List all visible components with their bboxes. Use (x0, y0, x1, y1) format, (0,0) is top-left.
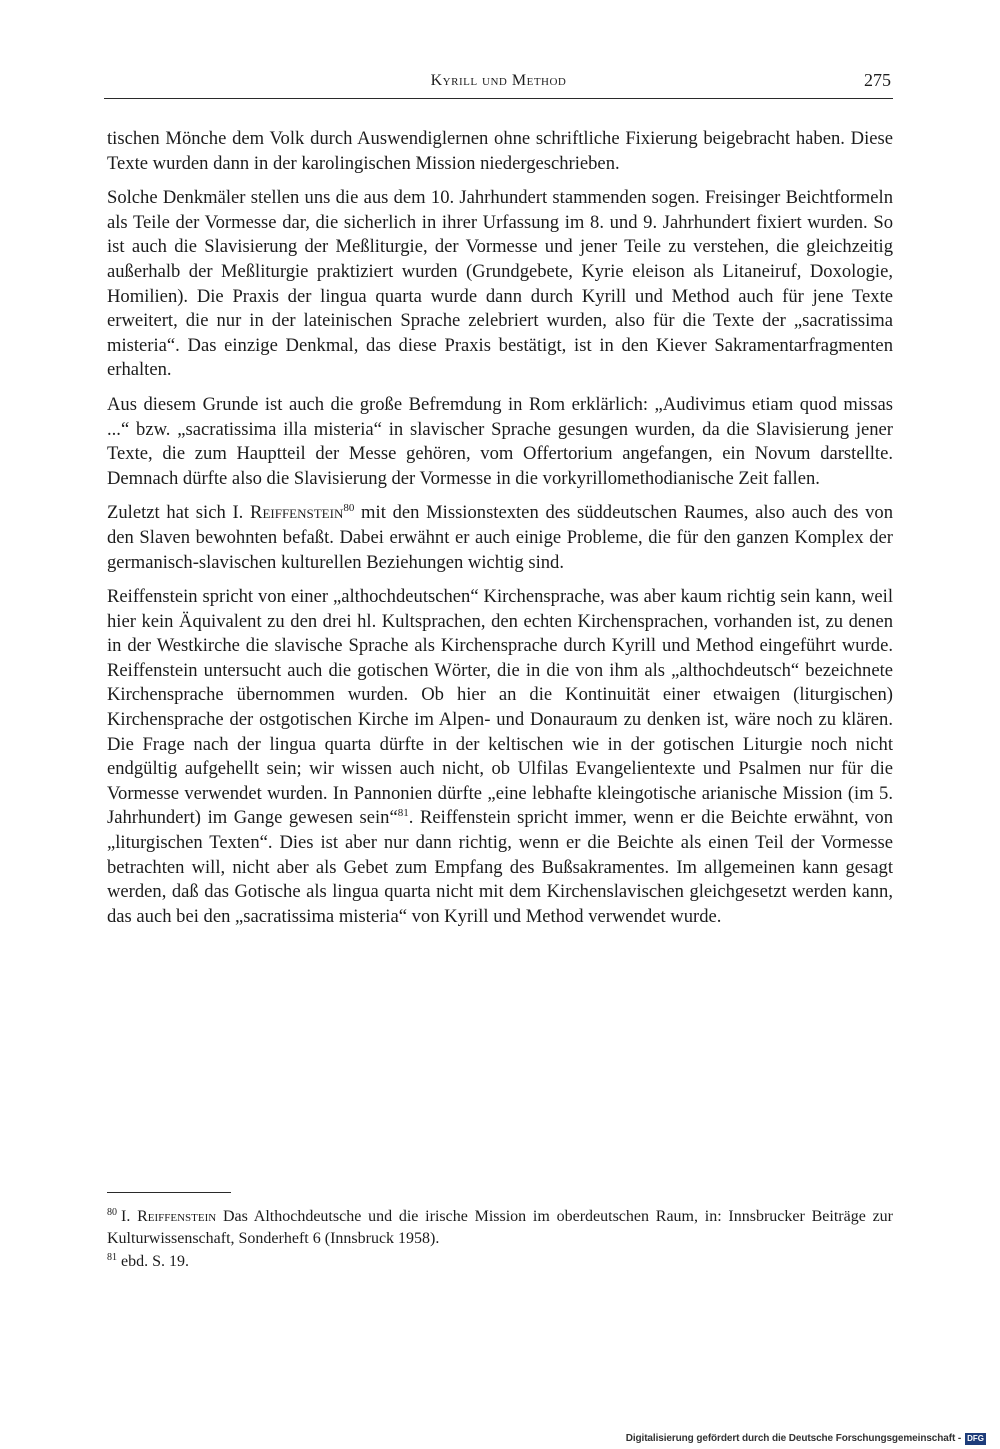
paragraph-3-text: Aus diesem Grunde ist auch die große Befremdung in Rom erklärlich: „Audivimus etiam quod missas ...“ bzw. „sacratissima illa misteria“ in slavischer Sprache gesungen wurden, da die Slavisierung jener Texte, die zum Hauptteil der Messe gehören, vom Offertorium angefangen, ein Novum darstellte. Demnach dürfte also die Slavisierung der Vormesse in die vorkyrillomethodianische Zeit fallen. (107, 393, 893, 489)
footnote-80-text-end: Das Althochdeutsche und die irische Mission im oberdeutschen Raum, in: Innsbrucker Beiträge zur Kulturwissenschaft, Sonderheft 6 (Innsbruck 1958). (107, 1208, 894, 1247)
footnote-80 (107, 1206, 893, 1249)
paragraph-4-text-end: mit den Missionstexten des süddeutschen Raumes, also auch des von den Slaven bewohnten befaßt. Dabei erwähnt er auch einige Probleme, die für den ganzen Komplex der germanisch-slavischen kulturellen Beziehungen wichtig sind. (107, 502, 894, 573)
paragraph-3 (107, 393, 893, 491)
footnote-ref-80[interactable]: 80 (343, 502, 355, 515)
footnote-divider (107, 1192, 231, 1193)
paragraph-1-text: tischen Mönche dem Volk durch Auswendiglernen ohne schriftliche Fixierung beigebracht haben. Diese Texte wurden dann in der karolingischen Mission niedergeschrieben. (107, 128, 893, 174)
footnote-81-text: ebd. S. 19. (121, 1253, 189, 1270)
footnotes (107, 1206, 893, 1275)
footnote-80-author: Reiffenstein (137, 1208, 217, 1225)
paragraph-5-text-start: Reiffenstein spricht von einer „althochdeutschen“ Kirchensprache, was aber kaum richtig sein kann, weil hier kein Äquivalent zu den drei hl. Kultsprachen, den echten Kirchensprachen, vorhanden ist, zu denen in der Westkirche die slavische Sprache als Kirchensprache durch Kyrill und Method eingeführt wurde. Reiffenstein untersucht auch die gotischen Wörter, die in die von ihm als „althochdeutsch“ bezeichnete Kirchensprache übernommen wurden. Ob hier an die Kontinuität einer etwaigen (liturgischen) Kirchensprache der ostgotischen Kirche im Alpen- und Donauraum zu denken ist, wäre noch zu klären. Die Frage nach der lingua quarta dürfte in der keltischen wie in der gotischen Liturgie noch nicht endgültig aufgehellt sein; wir wissen auch nicht, ob Ulfilas Evangelientexte und Psalmen nur für die Vormesse verwendet wurden. In Pannonien dürfte „eine lebhafte kleingotische arianische Mission (im 5. Jahrhundert) im Gange gewesen sein“ (107, 586, 893, 829)
footnote-81 (107, 1251, 893, 1273)
footnote-ref-81[interactable]: 81 (397, 807, 409, 820)
footnote-number: 81 (107, 1251, 117, 1263)
paragraph-4 (107, 501, 893, 575)
paragraph-5-text-end: . Reiffenstein spricht immer, wenn er die Beichte erwähnt, von „liturgischen Texten“. Dies ist aber nur dann richtig, wenn er die Beichte als einen Teil der Vormesse betrachten will, nicht aber als Gebet zum Empfang des Bußsakramentes. Im allgemeinen kann gesagt werden, daß das Gotische als lingua quarta nicht mit dem Kirchenslavischen gleichgesetzt werden kann, das auch bei den „sacratissima misteria“ von Kyrill und Method verwendet wurde. (107, 807, 894, 927)
paragraph-2-text: Solche Denkmäler stellen uns die aus dem 10. Jahrhundert stammenden sogen. Freisinger Beichtformeln als Teile der Vormesse dar, die sicherlich in ihrer Urfassung im 8. und 9. Jahrhundert fixiert wurden. So ist auch die Slavisierung der Meßliturgie, der Vormesse und jener Teile zu verstehen, die gleichzeitig außerhalb der Meßliturgie praktiziert wurden (Grundgebete, Kyrie eleison als Litaneiruf, Doxologie, Homilien). Die Praxis der lingua quarta wurde dann durch Kyrill und Method auch für jene Texte erweitert, die nur in der lateinischen Sprache zelebriert wurden, also für die Texte der „sacratissima misteria“. Das einzige Denkmal, das diese Praxis bestätigt, ist in den Kiever Sakramentarfragmenten erhalten. (107, 187, 893, 381)
paragraph-1 (107, 127, 893, 176)
paragraph-5 (107, 585, 893, 929)
paragraph-4-text-start: Zuletzt hat sich I. (107, 502, 251, 524)
author-name-reiffenstein: Reiffenstein (250, 502, 344, 524)
dfg-logo-icon: DFG (967, 1433, 984, 1443)
running-head-title: Kyrill und Method (430, 72, 567, 89)
page-number: 275 (864, 70, 891, 90)
body-text (107, 127, 893, 939)
digitization-credit-text: Digitalisierung gefördert durch die Deutsche Forschungsgemeinschaft - (625, 1433, 962, 1444)
footnote-80-text-start: I. (121, 1208, 138, 1225)
running-head (104, 68, 893, 99)
footnote-number: 80 (107, 1206, 117, 1218)
digitization-credit (626, 1432, 986, 1445)
paragraph-2 (107, 186, 893, 383)
